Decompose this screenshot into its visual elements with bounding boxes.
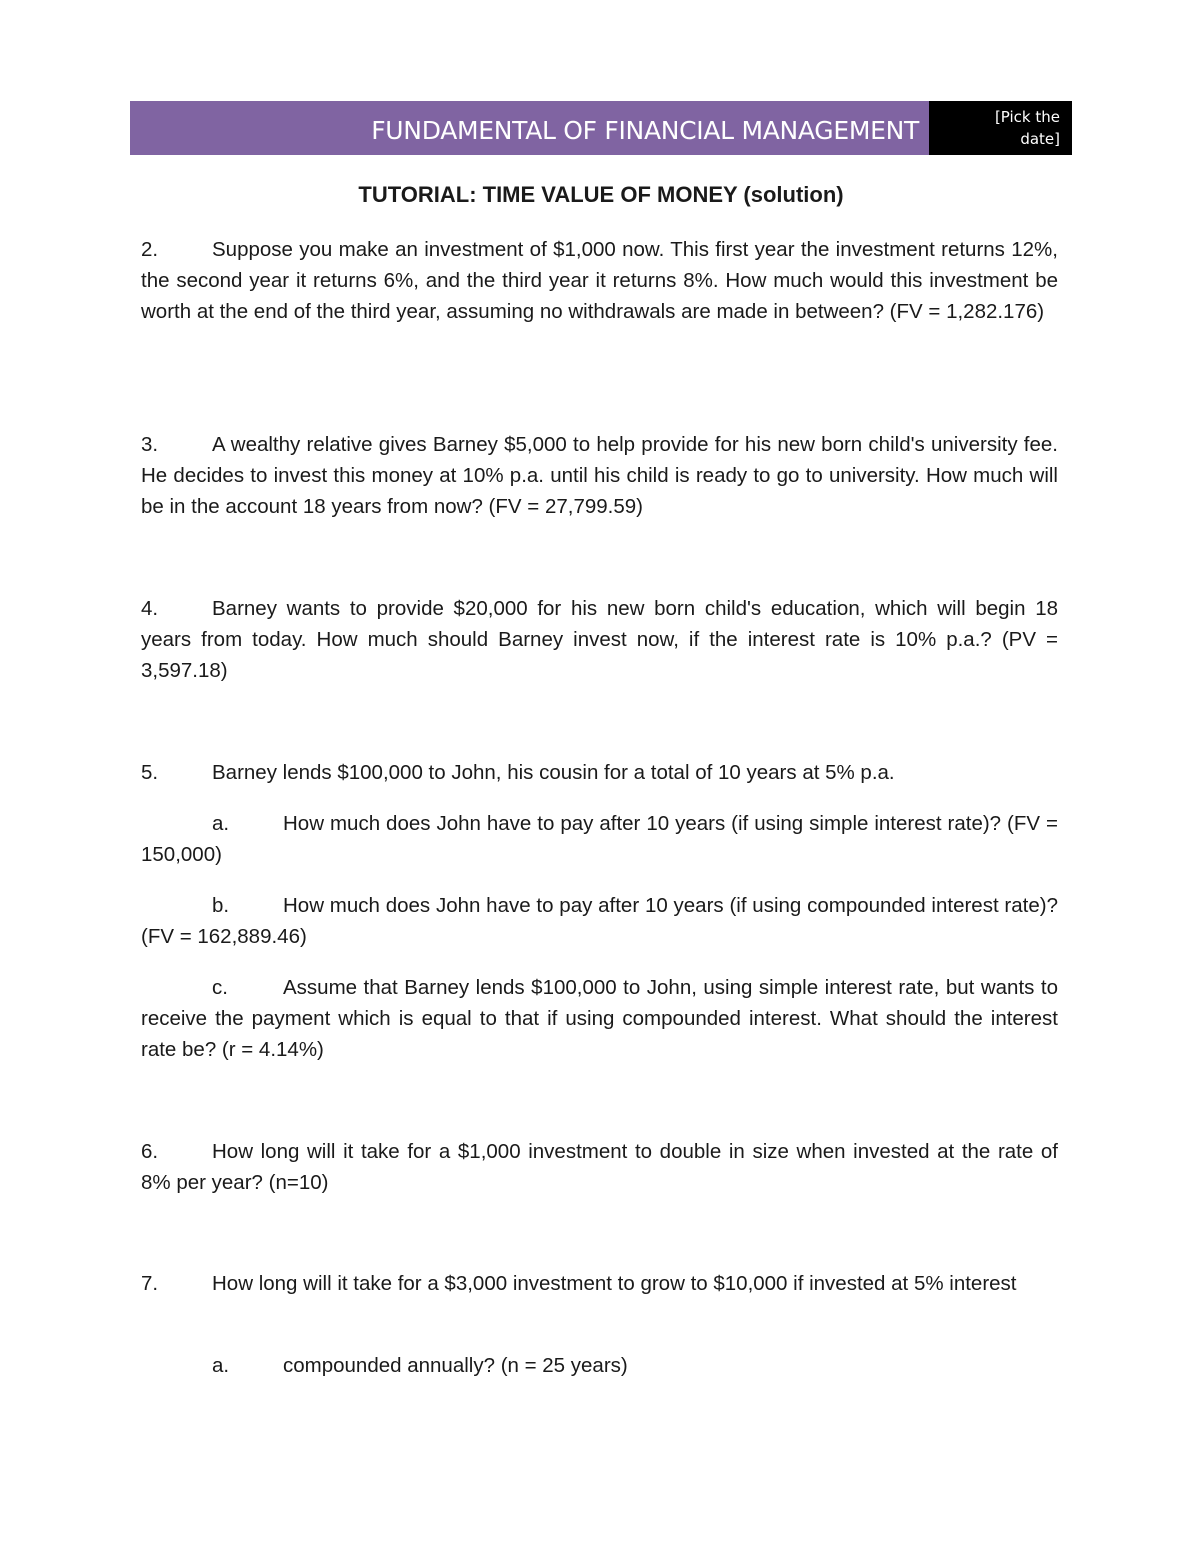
sub-letter: b. bbox=[212, 894, 230, 917]
question-7-part-a bbox=[141, 1350, 1058, 1381]
question-text: Suppose you make an investment of $1,000 now. This first year the investment returns 12%, the second year it returns 6%, and the third year it returns 8%. How much would this investment be worth at the end of the third year, assuming no withdrawals are made in between? (FV = 1,282.176) bbox=[141, 238, 1058, 323]
header-title-box bbox=[130, 101, 929, 155]
question-4 bbox=[141, 593, 1058, 686]
sub-text: compounded annually? (n = 25 years) bbox=[283, 1354, 628, 1377]
sub-letter: a. bbox=[212, 1354, 230, 1377]
question-number: 7. bbox=[141, 1272, 159, 1295]
question-5-part-b bbox=[141, 890, 1058, 952]
sub-text: How much does John have to pay after 10 years (if using simple interest rate)? (FV = 150,000) bbox=[141, 812, 1058, 866]
question-text: Barney lends $100,000 to John, his cousin for a total of 10 years at 5% p.a. bbox=[212, 761, 895, 784]
question-6 bbox=[141, 1136, 1058, 1198]
question-number: 3. bbox=[141, 433, 159, 456]
question-7 bbox=[141, 1268, 1058, 1299]
sub-letter: a. bbox=[212, 812, 230, 835]
date-picker-placeholder[interactable] bbox=[929, 101, 1072, 155]
question-text: A wealthy relative gives Barney $5,000 to help provide for his new born child's university fee. He decides to invest this money at 10% p.a. until his child is ready to go to university. How much will be in the account 18 years from now? (FV = 27,799.59) bbox=[141, 433, 1058, 518]
question-number: 4. bbox=[141, 597, 159, 620]
question-3 bbox=[141, 429, 1058, 522]
sub-text: Assume that Barney lends $100,000 to John, using simple interest rate, but wants to receive the payment which is equal to that if using compounded interest. What should the interest rate be? (r = 4.14%) bbox=[141, 976, 1058, 1061]
question-number: 2. bbox=[141, 238, 159, 261]
document-title: TUTORIAL: TIME VALUE OF MONEY (solution) bbox=[358, 182, 844, 207]
question-5-part-a bbox=[141, 808, 1058, 870]
question-5-part-c bbox=[141, 972, 1058, 1065]
question-text: Barney wants to provide $20,000 for his new born child's education, which will begin 18 years from today. How much should Barney invest now, if the interest rate is 10% p.a.? (PV = 3,597.18) bbox=[141, 597, 1058, 682]
date-placeholder-line1: [Pick the bbox=[994, 108, 1060, 126]
date-placeholder-line2: date] bbox=[1020, 130, 1060, 148]
question-text: How long will it take for a $1,000 investment to double in size when invested at the rate of 8% per year? (n=10) bbox=[141, 1140, 1058, 1194]
question-5 bbox=[141, 757, 1058, 788]
question-text: How long will it take for a $3,000 investment to grow to $10,000 if invested at 5% interest bbox=[212, 1272, 1017, 1295]
sub-letter: c. bbox=[212, 976, 228, 999]
question-number: 5. bbox=[141, 761, 159, 784]
question-number: 6. bbox=[141, 1140, 159, 1163]
header-title: FUNDAMENTAL OF FINANCIAL MANAGEMENT bbox=[371, 115, 919, 145]
sub-text: How much does John have to pay after 10 years (if using compounded interest rate)? (FV = 162,889.46) bbox=[141, 894, 1058, 948]
document-header bbox=[130, 101, 1072, 155]
question-2 bbox=[141, 234, 1058, 327]
